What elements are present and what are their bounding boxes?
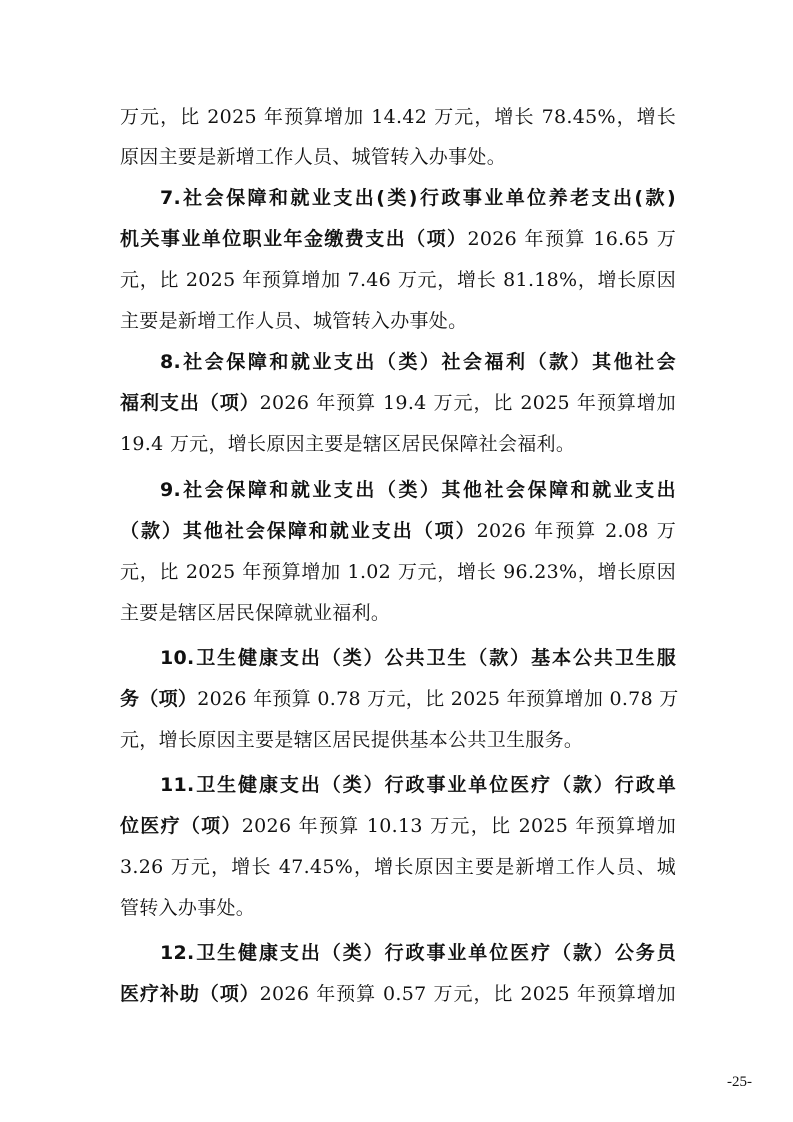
text-line: 福利支出（项）2026 年预算 19.4 万元，比 2025 年预算增加 (120, 392, 676, 414)
section-heading: 10.卫生健康支出（类）公共卫生（款）基本公共卫生服 (160, 647, 676, 669)
section-heading: 8.社会保障和就业支出（类）社会福利（款）其他社会 (160, 351, 676, 373)
text-line: 医疗补助（项）2026 年预算 0.57 万元，比 2025 年预算增加 (120, 983, 676, 1005)
text-line: 管转入办事处。 (120, 897, 256, 919)
section-heading: 7.社会保障和就业支出(类)行政事业单位养老支出(款) (160, 187, 676, 209)
text-line: 位医疗（项）2026 年预算 10.13 万元，比 2025 年预算增加 (120, 815, 676, 837)
text-line: 元，比 2025 年预算增加 7.46 万元，增长 81.18%，增长原因 (120, 269, 676, 291)
text-line: 19.4 万元，增长原因主要是辖区居民保障社会福利。 (120, 433, 576, 455)
text-line: 务（项）2026 年预算 0.78 万元，比 2025 年预算增加 0.78 万 (120, 688, 679, 710)
text-line: 元，增长原因主要是辖区居民提供基本公共卫生服务。 (120, 729, 584, 751)
section-heading: 11.卫生健康支出（类）行政事业单位医疗（款）行政单 (160, 774, 676, 796)
text-line: 万元，比 2025 年预算增加 14.42 万元，增长 78.45%，增长 (120, 106, 676, 128)
text-line: 3.26 万元，增长 47.45%，增长原因主要是新增工作人员、城 (120, 856, 676, 878)
text-line: 主要是辖区居民保障就业福利。 (120, 602, 391, 624)
text-line: 主要是新增工作人员、城管转入办事处。 (120, 310, 468, 332)
text-line: 机关事业单位职业年金缴费支出（项）2026 年预算 16.65 万 (120, 228, 676, 250)
text-line: 原因主要是新增工作人员、城管转入办事处。 (120, 146, 507, 168)
section-heading: 9.社会保障和就业支出（类）其他社会保障和就业支出 (160, 479, 676, 501)
text-line: （款）其他社会保障和就业支出（项）2026 年预算 2.08 万 (120, 520, 676, 542)
section-heading: 12.卫生健康支出（类）行政事业单位医疗（款）公务员 (160, 942, 676, 964)
text-line: 元，比 2025 年预算增加 1.02 万元，增长 96.23%，增长原因 (120, 561, 676, 583)
page-number: -25- (727, 1074, 752, 1090)
